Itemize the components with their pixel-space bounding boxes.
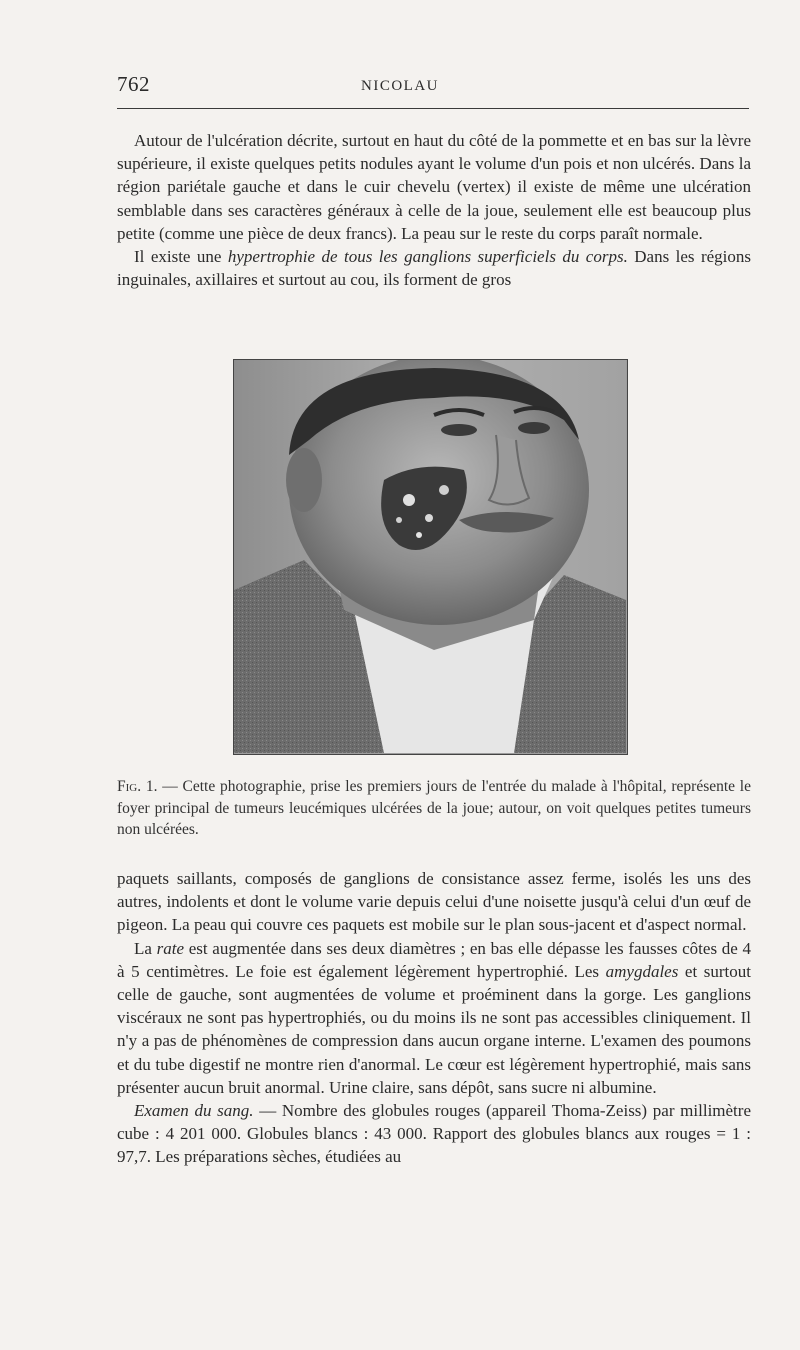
body-text-top [117, 129, 751, 291]
italic-run: rate [156, 938, 185, 958]
figure-label: Fig. 1. [117, 778, 158, 795]
figure-photograph [233, 359, 628, 755]
running-head: NICOLAU [361, 78, 439, 94]
page-number: 762 [117, 72, 150, 96]
text-run: Il existe une [134, 247, 228, 267]
patient-portrait-image [234, 360, 626, 753]
paragraph-ganglions [117, 245, 751, 291]
italic-run: amygdales [605, 961, 679, 981]
paragraph-rate [117, 937, 751, 1099]
text-run: — Nombre des globules rouges (appareil Thoma-Zeiss) par millimètre cube : 4 201 000. Globules blancs : 43 000. Rapport des globules blancs aux rouges = 1 : 97,7. Les préparations sèches, étudiées au [117, 1101, 751, 1167]
paragraph-sang [117, 1099, 751, 1169]
caption-text: — Cette photographie, prise les premiers jours de l'entrée du malade à l'hôpital, représente le foyer principal de tumeurs leucémiques ulcérées de la joue; autour, on voit quelques petites tumeurs non ulcérées. [117, 778, 751, 838]
body-text-bottom [117, 867, 751, 1169]
paragraph-ulceration: Autour de l'ulcération décrite, surtout en haut du côté de la pommette et en bas sur la lèvre supérieure, il existe quelques petits nodules ayant le volume d'un pois et non ulcérés. Dans la région pariétale gauche et dans le cuir chevelu (vertex) il existe de même une ulcération semblable dans ses caractères généraux à celle de la joue, seulement elle est beaucoup plus petite (comme une pièce de deux francs). La peau sur le reste du corps paraît normale. [117, 131, 751, 243]
italic-run: Examen du sang. [134, 1101, 254, 1121]
text-run: La [134, 938, 157, 958]
text-run: Dans les régions inguinales, axillaires et surtout au cou, ils forment de gros [117, 247, 751, 290]
figure-caption [117, 776, 751, 841]
italic-run: hypertrophie de tous les ganglions superficiels du corps. [227, 247, 628, 267]
paragraph-continuation: paquets saillants, composés de ganglions de consistance assez ferme, isolés les uns des autres, indolents et dont le volume varie depuis celui d'une noisette jusqu'à celui d'un œuf de pigeon. La peau qui couvre ces paquets est mobile sur le plan sous-jacent et d'aspect normal. [117, 869, 751, 935]
text-run: et surtout celle de gauche, sont augmentées de volume et proéminent dans la gorge. Les ganglions viscéraux ne sont pas hypertrophiés, ou du moins ils ne sont pas accessibles cliniquement. Il n'y a pas de phénomènes de compression dans aucun organe interne. L'examen des poumons et du tube digestif ne montre rien d'anormal. Le cœur est légèrement hypertrophié, mais sans présenter aucun bruit anormal. Urine claire, sans dépôt, sans sucre ni albumine. [117, 961, 751, 1097]
header-rule [117, 108, 749, 109]
text-run: est augmentée dans ses deux diamètres ; en bas elle dépasse les fausses côtes de 4 à 5 centimètres. Le foie est également légèrement hypertrophié. Les [117, 938, 751, 981]
